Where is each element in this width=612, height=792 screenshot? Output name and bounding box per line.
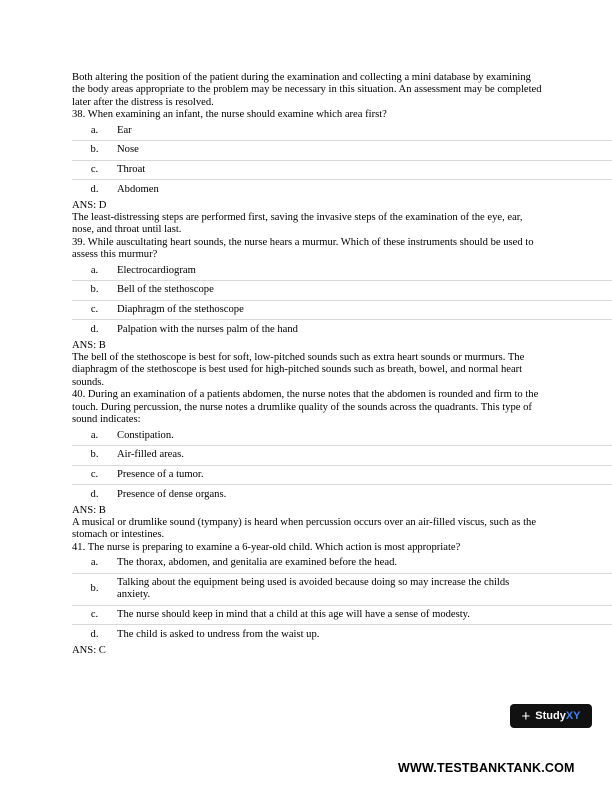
option-row [72,180,612,200]
option-row [72,485,612,505]
option-text: Nose [117,144,139,156]
option-row [72,320,612,340]
option-letter: c. [90,303,99,315]
option-text: Bell of the stethoscope [117,284,214,296]
option-letter: a. [90,557,99,569]
intro-rationale: Both altering the position of the patient during the examination and collecting a mini database by examining the body areas appropriate to the problem may be necessary in this situation. An assessment may be completed later after the distress is resolved. [72,72,542,108]
option-text: The child is asked to undress from the waist up. [117,628,320,640]
options-40 [72,427,612,505]
badge-label [535,710,580,722]
document-page [72,72,612,657]
badge-suffix: XY [565,709,581,722]
option-row [72,122,612,142]
option-text: Diaphragm of the stethoscope [117,303,244,315]
question-38: 38. When examining an infant, the nurse should examine which area first? [72,109,387,121]
option-text: Presence of dense organs. [117,488,227,500]
option-text: The thorax, abdomen, and genitalia are examined before the head. [117,557,398,569]
answer-40: ANS: B [72,504,106,516]
option-row [72,446,612,466]
option-text: Throat [117,163,146,175]
option-letter: d. [90,183,99,195]
option-letter: b. [90,582,99,594]
option-text: Air-filled areas. [117,449,184,461]
option-row [72,161,612,181]
option-letter: d. [90,488,99,500]
option-row [72,427,612,447]
option-row [72,262,612,282]
option-letter: d. [90,323,99,335]
question-39: 39. While auscultating heart sounds, the nurse hears a murmur. Which of these instruments should be used to assess this murmur? [72,236,534,261]
option-letter: c. [90,468,99,480]
option-row [72,281,612,301]
rationale-38: The least-distressing steps are performed first, saving the invasive steps of the examination of the eye, ear, nose, and throat until last. [72,212,523,236]
rationale-39: The bell of the stethoscope is best for soft, low-pitched sounds such as extra heart sounds or murmurs. The diaphragm of the stethoscope is best used for high-pitched sounds such as breath, bowel, and normal heart sounds. [72,352,525,388]
options-41 [72,554,612,645]
option-row [72,141,612,161]
option-text: Abdomen [117,183,159,195]
option-row [72,554,612,574]
option-text: Ear [117,124,132,136]
question-41: 41. The nurse is preparing to examine a 6-year-old child. Which action is most appropriate? [72,541,461,553]
badge-prefix: Study [535,709,566,722]
answer-39: ANS: B [72,339,106,351]
option-text: Palpation with the nurses palm of the hand [117,323,298,335]
option-letter: c. [90,163,99,175]
option-letter: b. [90,284,99,296]
option-letter: d. [90,628,99,640]
option-letter: b. [90,449,99,461]
option-row [72,574,612,606]
option-letter: b. [90,144,99,156]
option-row [72,606,612,626]
options-39 [72,262,612,340]
option-text: Constipation. [117,429,174,441]
option-row [72,625,612,645]
option-row [72,301,612,321]
option-letter: c. [90,608,99,620]
option-letter: a. [90,264,99,276]
rationale-40: A musical or drumlike sound (tympany) is heard when percussion occurs over an air-filled viscus, such as the stomach or intestines. [72,516,537,541]
option-text: Electrocardiogram [117,264,196,276]
question-40: 40. During an examination of a patients abdomen, the nurse notes that the abdomen is rounded and firm to the touch. During percussion, the nurse notes a drumlike quality of the sounds across the quadrants. This type of sound indicates: [72,389,539,426]
option-text: Talking about the equipment being used is avoided because doing so may increase the childs anxiety. [117,576,510,601]
plus-icon: + [521,707,531,725]
option-text: Presence of a tumor. [117,468,204,480]
option-text: The nurse should keep in mind that a child at this age will have a sense of modesty. [117,608,470,620]
options-38 [72,122,612,200]
studyxy-badge[interactable] [510,704,592,728]
answer-41: ANS: C [72,644,106,656]
option-row [72,466,612,486]
answer-38: ANS: D [72,199,107,211]
option-letter: a. [90,124,99,136]
footer-url[interactable]: WWW.TESTBANKTANK.COM [398,761,575,775]
option-letter: a. [90,429,99,441]
